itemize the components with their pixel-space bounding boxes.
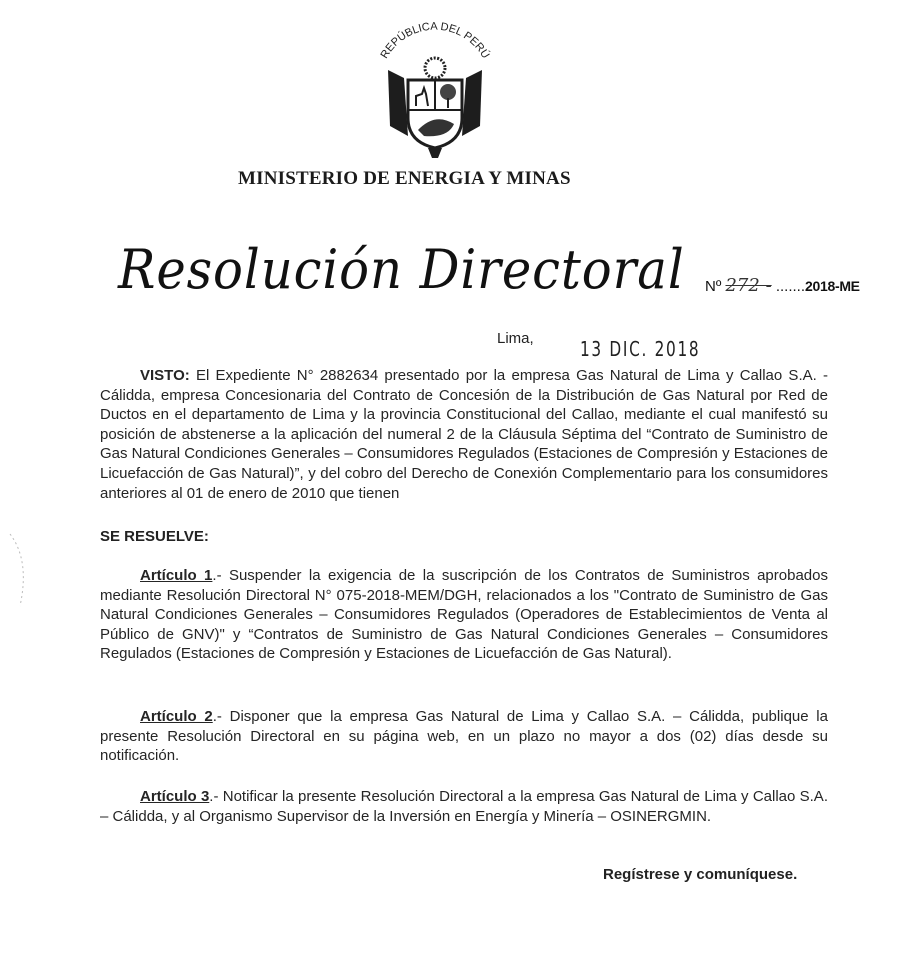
number-prefix: Nº — [705, 278, 722, 295]
visto-text: El Expediente N° 2882634 presentado por la empresa Gas Natural de Lima y Callao S.A. - Cálidda, empresa Concesionaria del Contrato de Concesión de la Distribución de Gas Natural por Red de Ductos en el departamento de Lima y la provincia Constitucional del Callao, mediante el cual manifestó su posición de abstenerse a la aplicación del numeral 2 de la Cláusula Séptima del “Contrato de Suministro de Gas Natural Condiciones Generales – Consumidores Regulados (Estaciones de Compresión y Estaciones de Licuefacción de Gas Natural)”, y del cobro del Derecho de Conexión Complementario para los consumidores anteriores al 01 de enero de 2010 que tienen — [100, 367, 828, 502]
se-resuelve-heading: SE RESUELVE: — [100, 528, 209, 545]
article-3 — [100, 787, 828, 826]
visto-label: VISTO: — [140, 367, 190, 384]
place: Lima, — [497, 330, 534, 347]
visto-paragraph — [100, 366, 828, 508]
article-1-label: Artículo 1 — [140, 567, 213, 584]
peru-coat-of-arms-icon — [360, 8, 510, 158]
article-1-sep: .- — [212, 567, 229, 584]
article-3-label: Artículo 3 — [140, 788, 210, 805]
date-stamp: 13 DIC. 2018 — [580, 337, 701, 361]
crest-caption: REPÚBLICA DEL PERÚ — [378, 20, 492, 61]
article-2-text: Disponer que la empresa Gas Natural de Lima y Callao S.A. – Cálidda, publique la presente Resolución Directoral en su página web, en un plazo no mayor a dos (02) días desde su notificación. — [100, 708, 828, 765]
article-2 — [100, 707, 828, 766]
number-suffix: 2018-ME — [805, 278, 860, 294]
handwritten-number: 272 - — [725, 275, 772, 296]
article-1-text: Suspender la exigencia de la suscripción de los Contratos de Suministros aprobados mediante Resolución Directoral N° 075-2018-MEM/DGH, relacionados a los "Contrato de Suministro de Gas Natural Condiciones Generales – Consumidores Regulados (Operadores de Establecimientos de Venta al Público de GNV)" y “Contratos de Suministro de Gas Natural Condiciones Generales – Consumidores Regulados (Estaciones de Compresión y Estaciones de Licuefacción de Gas Natural). — [100, 567, 828, 663]
article-2-sep: .- — [212, 708, 230, 725]
ministry-name: MINISTERIO DE ENERGIA Y MINAS — [238, 168, 571, 189]
closing-formula: Regístrese y comuníquese. — [603, 866, 798, 883]
faint-seal-mark-icon — [6, 530, 34, 610]
svg-text:REPÚBLICA DEL PERÚ — [379, 21, 493, 61]
article-1 — [100, 566, 828, 664]
resolution-number: Nº 272 - .......2018-ME — [705, 275, 860, 296]
article-3-sep: .- — [209, 788, 223, 805]
article-3-text: Notificar la presente Resolución Directoral a la empresa Gas Natural de Lima y Callao S.A. – Cálidda, y al Organismo Supervisor de la Inversión en Energía y Minería – OSINERGMIN. — [100, 788, 828, 825]
document-title: Resolución Directoral — [118, 238, 685, 301]
article-2-label: Artículo 2 — [140, 708, 213, 725]
